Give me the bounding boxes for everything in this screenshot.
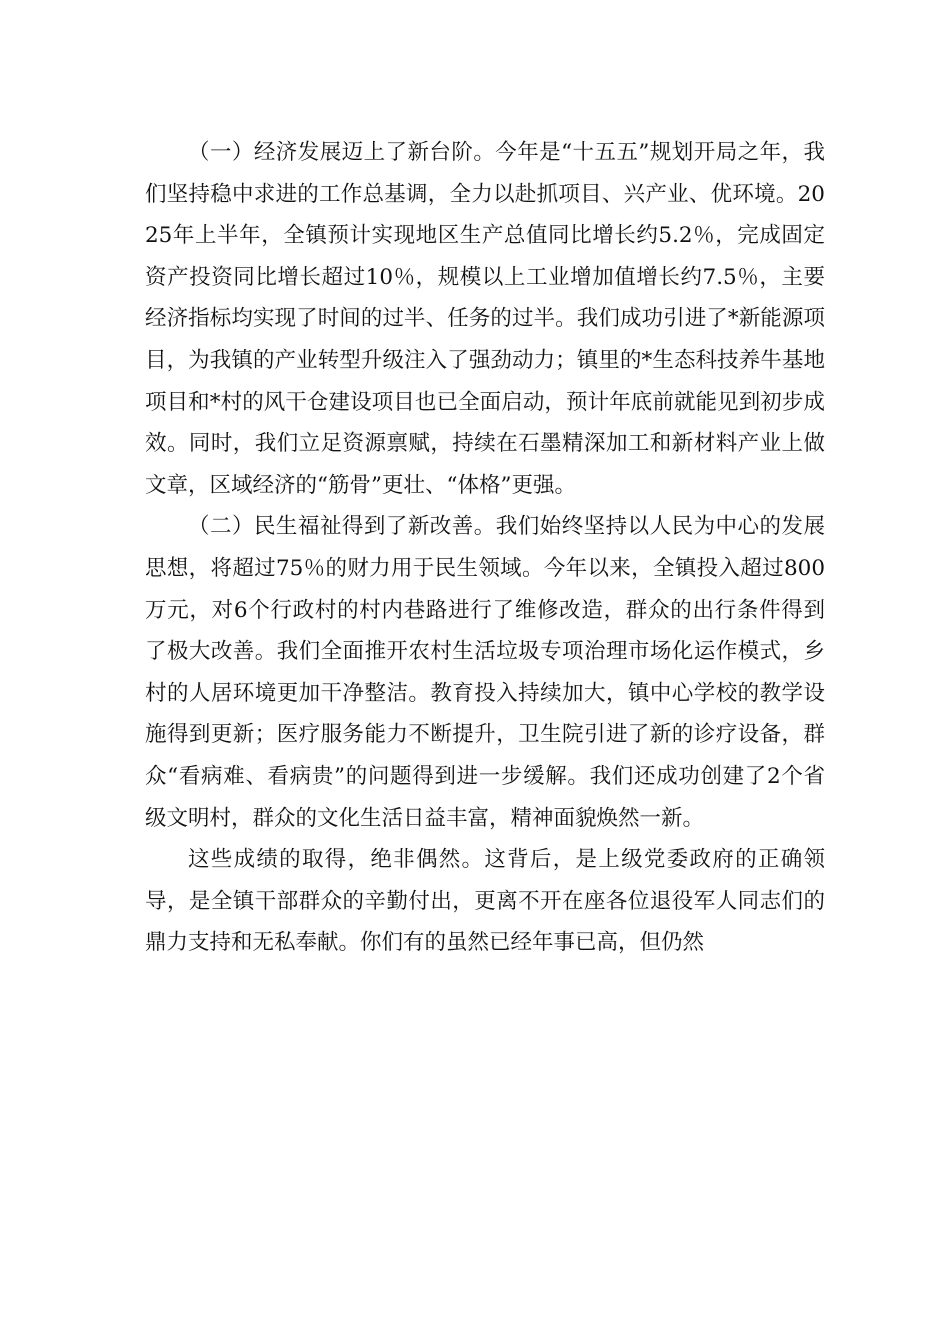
- paragraph-economic-development: （一）经济发展迈上了新台阶。今年是“十五五”规划开局之年，我们坚持稳中求进的工作总基调，全力以赴抓项目、兴产业、优环境。2025年上半年，全镇预计实现地区生产总值同比增长约5.2％，完成固定资产投资同比增长超过10％，规模以上工业增加值增长约7.5％，主要经济指标均实现了时间的过半、任务的过半。我们成功引进了*新能源项目，为我镇的产业转型升级注入了强劲动力；镇里的*生态科技养牛基地项目和*村的风干仓建设项目也已全面启动，预计年底前就能见到初步成效。同时，我们立足资源禀赋，持续在石墨精深加工和新材料产业上做文章，区域经济的“筋骨”更壮、“体格”更强。: [145, 140, 825, 498]
- paragraph-achievements: 这些成绩的取得，绝非偶然。这背后，是上级党委政府的正确领导，是全镇干部群众的辛勤付出，更离不开在座各位退役军人同志们的鼎力支持和无私奉献。你们有的虽然已经年事已高，但仍然: [145, 847, 825, 956]
- document-body: [145, 132, 825, 964]
- paragraph-livelihood-improvement: （二）民生福祉得到了新改善。我们始终坚持以人民为中心的发展思想，将超过75％的财力用于民生领域。今年以来，全镇投入超过800万元，对6个行政村的村内巷路进行了维修改造，群众的出行条件得到了极大改善。我们全面推开农村生活垃圾专项治理市场化运作模式，乡村的人居环境更加干净整洁。教育投入持续加大，镇中心学校的教学设施得到更新；医疗服务能力不断提升，卫生院引进了新的诊疗设备，群众“看病难、看病贵”的问题得到进一步缓解。我们还成功创建了2个省级文明村，群众的文化生活日益丰富，精神面貌焕然一新。: [145, 514, 825, 831]
